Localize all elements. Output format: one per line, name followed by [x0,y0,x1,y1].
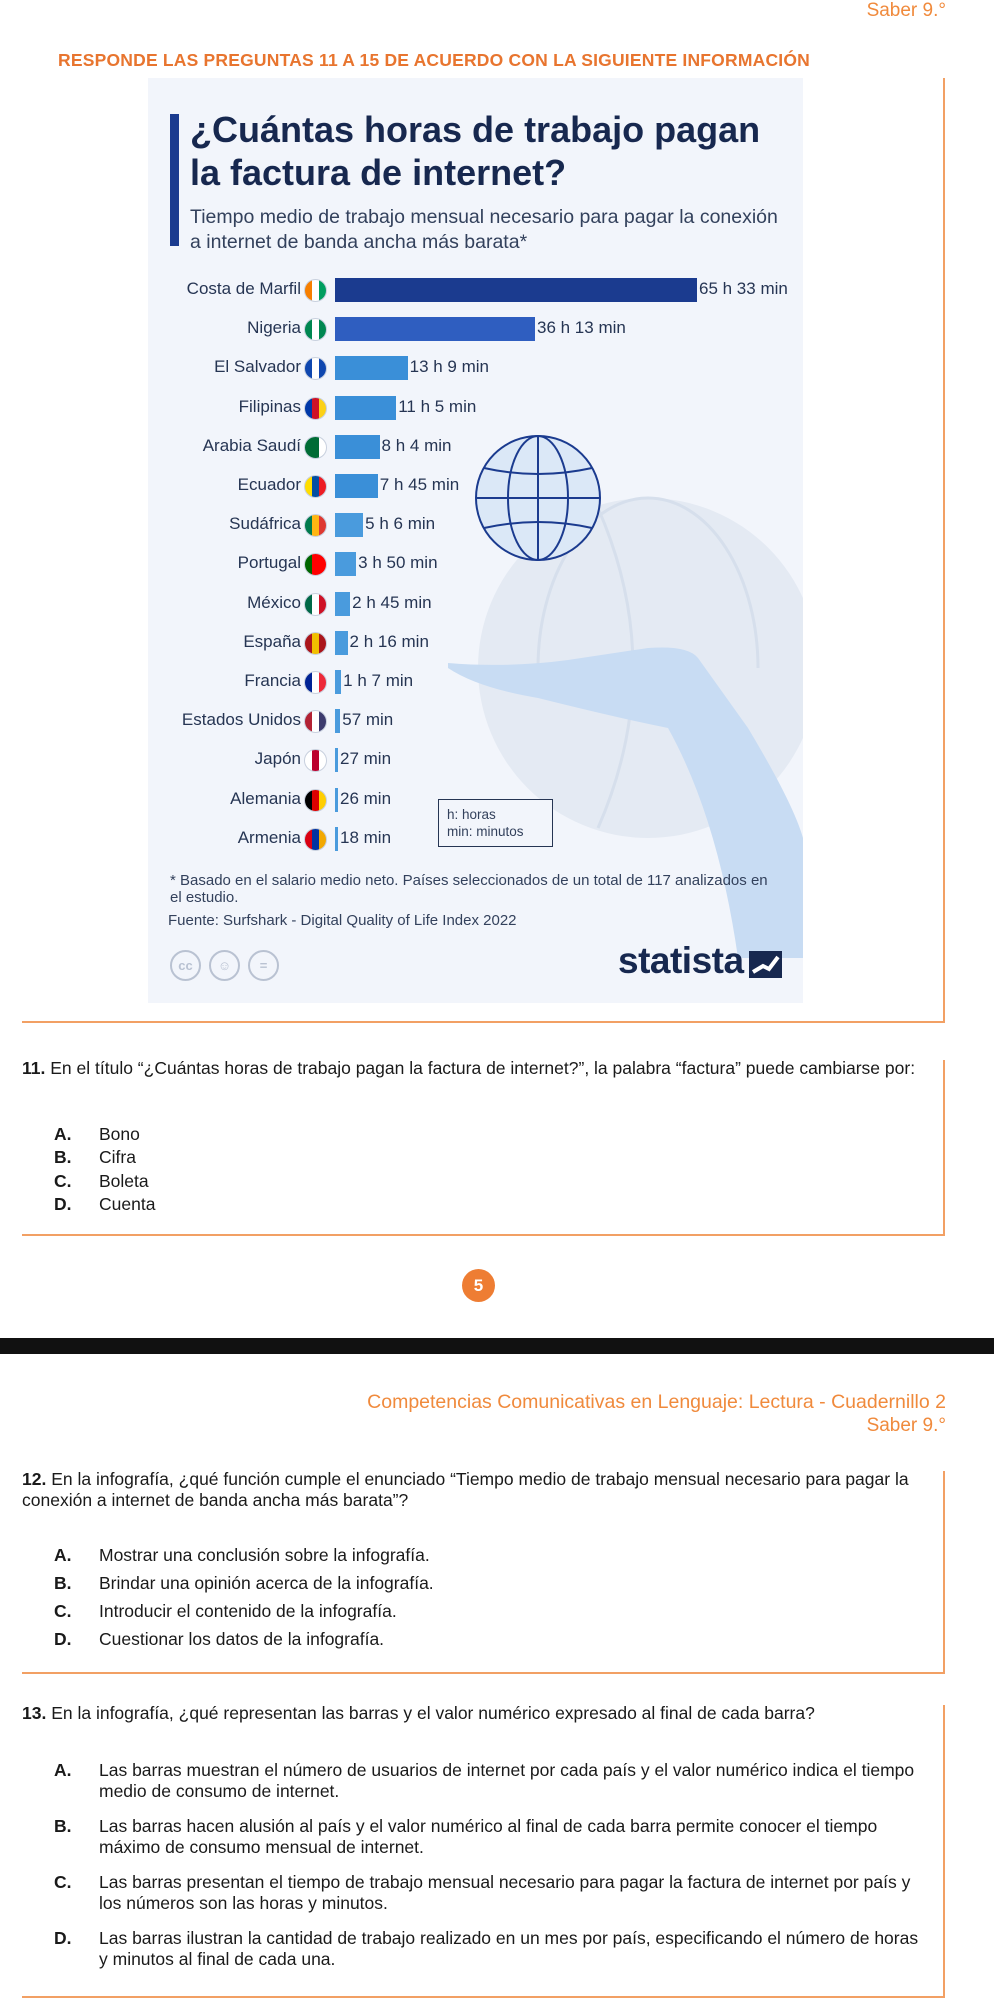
country-label: Estados Unidos [181,710,301,730]
option-letter: D. [54,1928,72,1948]
grade-label: Saber 9.° [866,0,946,21]
bar [335,827,338,851]
footnote: * Basado en el salario medio neto. Países seleccionados de un total de 117 analizados en el estudio. [170,872,768,906]
country-label: El Salvador [214,357,301,377]
bar-value-label: 7 h 45 min [379,475,460,494]
bar-value-label: 13 h 9 min [409,357,489,377]
option-d[interactable]: Cuenta [99,1194,156,1214]
question-body: En la infografía, ¿qué función cumple el enunciado “Tiempo medio de trabajo mensual necesario para pagar la conexión a internet de banda ancha más barata”? [22,1469,909,1510]
bar [335,513,363,537]
flag-icon [304,357,327,380]
option-letter: C. [54,1171,72,1191]
bar [335,435,380,459]
bar-value-label: 8 h 4 min [381,435,452,455]
flag-icon [304,436,327,459]
frame-right-border [943,78,945,1022]
bar-value-label: 27 min [340,749,392,769]
flag-icon [304,710,327,733]
frame-right-border [943,1471,945,1673]
option-letter: A. [54,1760,72,1780]
question-body: En la infografía, ¿qué representan las barras y el valor numérico expresado al final de cada barra? [51,1703,815,1723]
frame-right-border [943,1705,945,1998]
option-a[interactable]: Bono [99,1124,140,1144]
option-letter: B. [54,1816,72,1836]
bar [335,670,341,694]
option-letter: C. [54,1601,72,1621]
bar [335,552,356,576]
question-number: 12. [22,1469,47,1489]
flag-icon [304,789,327,812]
option-d[interactable]: Las barras ilustran la cantidad de trabajo realizado en un mes por país, especificando el número de horas y minutos al final de cada una. [99,1928,919,1969]
bar-value-label: 3 h 50 min [358,553,438,573]
legend-minutes: min: minutos [447,824,524,839]
bar [335,317,535,341]
page-divider [0,1338,994,1354]
legend-box [438,799,553,847]
flag-icon [304,318,327,341]
country-label: Armenia [237,827,301,847]
option-letter: A. [54,1124,72,1144]
title-accent-bar [170,114,179,246]
option-b[interactable]: Cifra [99,1147,136,1167]
question-text [22,1469,922,1511]
option-c[interactable]: Introducir el contenido de la infografía. [99,1601,397,1621]
bar [335,631,348,655]
country-label: Ecuador [237,475,301,494]
bar [335,748,338,772]
flag-icon [304,553,327,576]
country-label: Portugal [237,553,301,573]
option-c[interactable]: Las barras presentan el tiempo de trabajo mensual necesario para pagar la factura de internet por país y los números son las horas y minutos. [99,1872,911,1913]
option-b[interactable]: Las barras hacen alusión al país y el valor numérico al final de cada barra permite conocer el tiempo máximo de consumo mensual de internet. [99,1816,878,1857]
bar-value-label: 2 h 45 min [352,592,432,612]
flag-icon [304,593,327,616]
bar-value-label: 36 h 13 min [537,318,626,338]
frame-right-border [943,1060,945,1235]
country-label: Arabia Saudí [202,435,301,455]
flag-icon [304,749,327,772]
frame-bottom-border [22,1672,945,1674]
country-label: Francia [244,671,301,690]
bar-value-label: 26 min [340,788,392,808]
grade-label: Saber 9.° [866,1415,946,1436]
option-letter: A. [54,1545,72,1565]
country-label: Filipinas [238,396,301,416]
flag-icon [304,632,327,655]
flag-icon [304,475,327,498]
bar-value-label: 57 min [342,710,394,730]
section-instruction: RESPONDE LAS PREGUNTAS 11 A 15 DE ACUERDO CON LA SIGUIENTE INFORMACIÓN [58,50,810,70]
frame-bottom-border [22,1021,945,1023]
flag-icon [304,514,327,537]
bar [335,788,338,812]
bar-value-label: 1 h 7 min [343,671,414,690]
infographic-title: ¿Cuántas horas de trabajo pagan la factura de internet? [190,109,761,193]
bar [335,396,396,420]
option-letter: D. [54,1629,72,1649]
statista-logo-icon [749,951,782,978]
country-label: Costa de Marfil [186,279,301,298]
country-label: México [247,592,301,612]
statista-brand: statista [618,940,744,981]
question-number: 13. [22,1703,47,1723]
legend-hours: h: horas [447,807,496,822]
subject-title: Competencias Comunicativas en Lenguaje: Lectura - Cuadernillo 2 [367,1391,946,1413]
infographic-subtitle: Tiempo medio de trabajo mensual necesario para pagar la conexión a internet de banda ancha más barata* [190,206,778,253]
bar-value-label: 65 h 33 min [699,279,788,298]
country-label: España [243,631,301,651]
country-label: Japón [254,749,301,769]
country-label: Nigeria [247,318,301,338]
flag-icon [304,397,327,420]
nd-icon: = [248,950,279,981]
bar-value-label: 18 min [340,827,392,847]
flag-icon [304,671,327,694]
bar-value-label: 2 h 16 min [349,631,429,651]
by-icon: ☺ [209,950,240,981]
flag-icon [304,828,327,851]
bar-value-label: 5 h 6 min [365,514,436,534]
option-letter: B. [54,1573,72,1593]
bar [335,709,340,733]
option-a[interactable]: Las barras muestran el número de usuarios de internet por cada país y el valor numérico indica el tiempo medio de consumo de internet. [99,1760,915,1801]
bar-value-label: 11 h 5 min [398,396,477,416]
option-d[interactable]: Cuestionar los datos de la infografía. [99,1629,385,1649]
bar [335,474,378,498]
question-body: En el título “¿Cuántas horas de trabajo pagan la factura de internet?”, la palabra “factura” puede cambiarse por: [50,1058,916,1078]
option-c[interactable]: Boleta [99,1171,149,1191]
question-text [22,1703,922,1724]
frame-bottom-border [22,1996,945,1998]
bar [335,356,408,380]
option-letter: B. [54,1147,72,1167]
option-letter: D. [54,1194,72,1214]
option-a[interactable]: Mostrar una conclusión sobre la infografía. [99,1545,430,1565]
source-note: Fuente: Surfshark - Digital Quality of Life Index 2022 [168,912,517,929]
country-label: Sudáfrica [229,514,301,534]
question-text [22,1058,922,1079]
option-letter: C. [54,1872,72,1892]
option-b[interactable]: Brindar una opinión acerca de la infografía. [99,1573,434,1593]
cc-icon: cc [170,950,201,981]
bar [335,592,350,616]
page-number-badge: 5 [462,1269,495,1302]
flag-icon [304,279,327,302]
frame-bottom-border [22,1234,945,1236]
question-number: 11. [22,1058,46,1078]
bar [335,278,697,302]
infographic [148,78,803,1003]
country-label: Alemania [230,788,301,808]
